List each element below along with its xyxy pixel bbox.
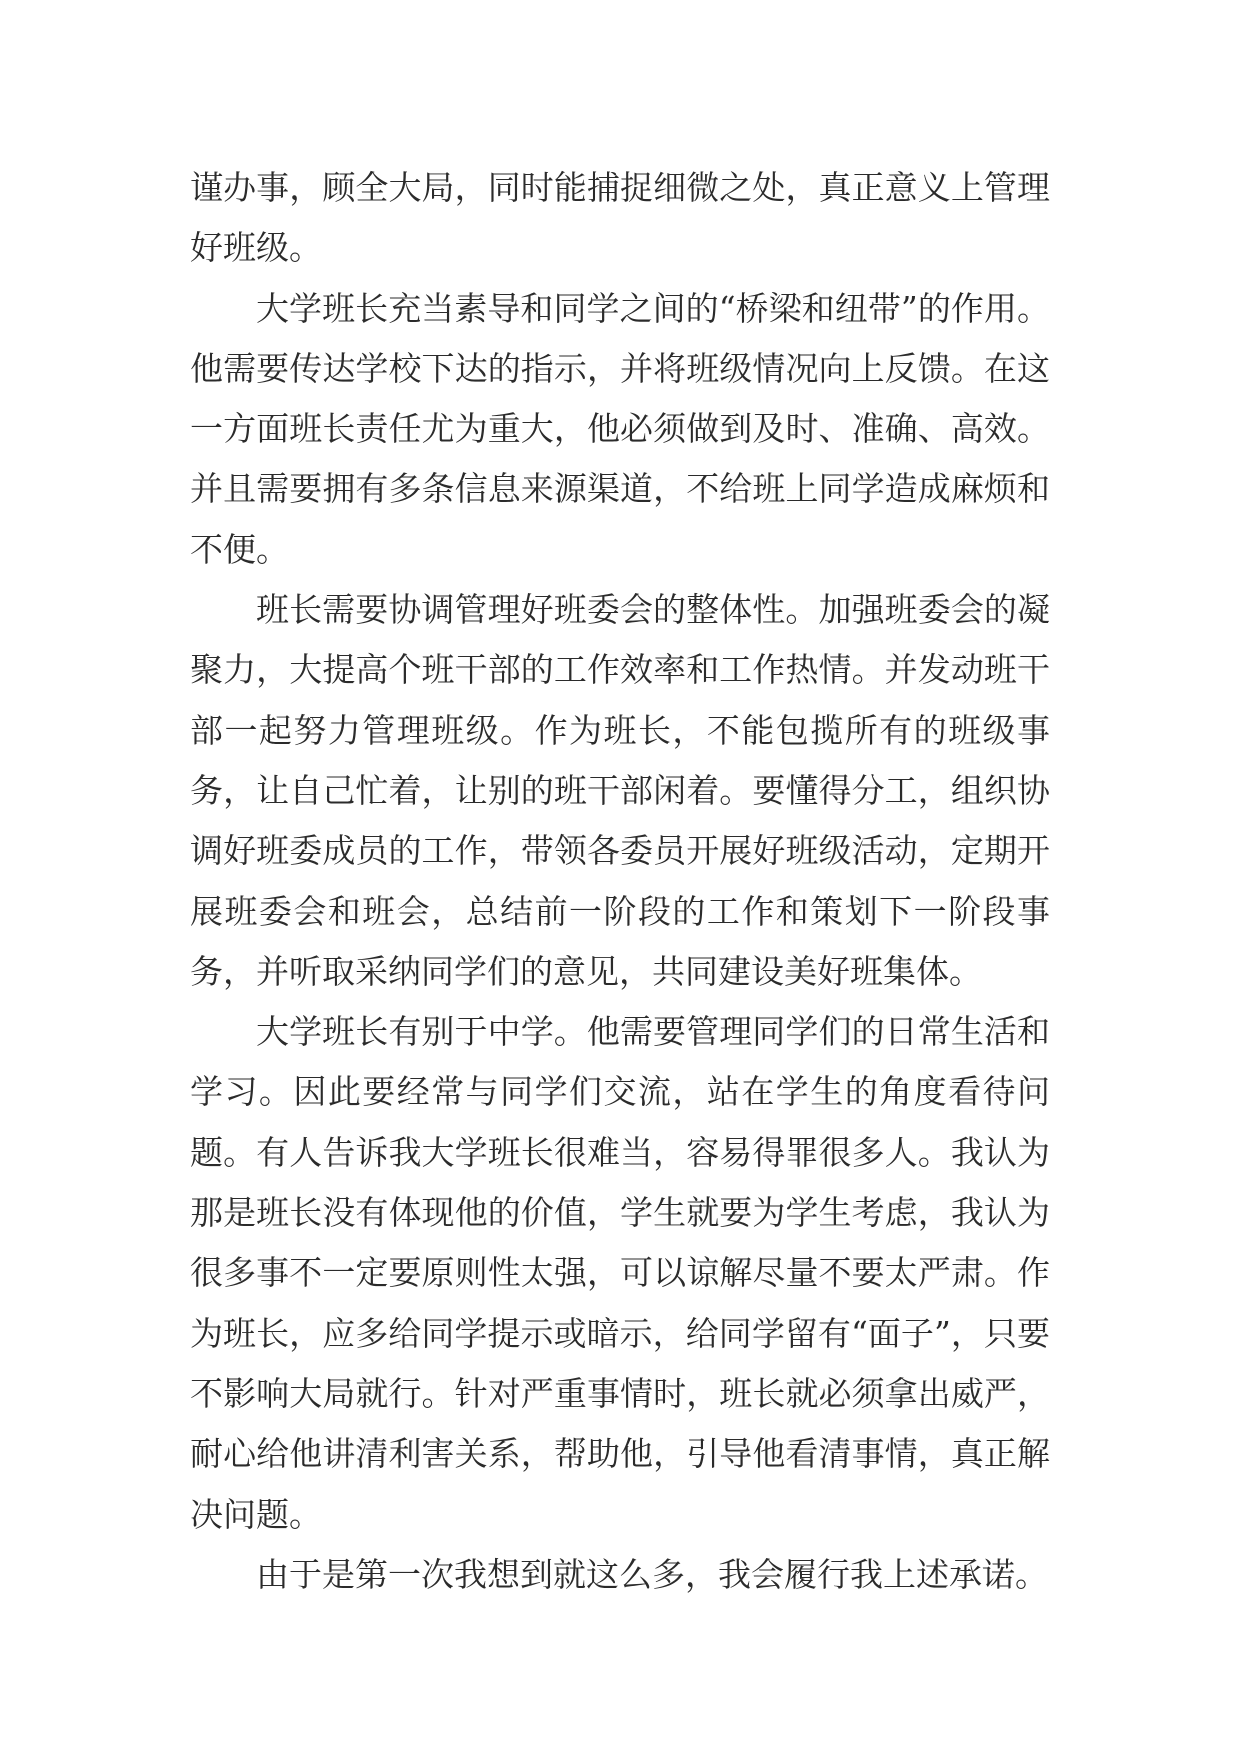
- paragraph-continuation: 谨办事，顾全大局，同时能捕捉细微之处，真正意义上管理好班级。: [190, 168, 1050, 268]
- paragraph-class-committee: 班长需要协调管理好班委会的整体性。加强班委会的凝聚力，大提高个班干部的工作效率和工作热情。并发动班干部一起努力管理班级。作为班长，不能包揽所有的班级事务，让自己忙着，让别的班干部闲着。要懂得分工，组织协调好班委成员的工作，带领各委员开展好班级活动，定期开展班委会和班会，总结前一阶段的工作和策划下一阶段事务，并听取采纳同学们的意见，共同建设美好班集体。: [190, 590, 1050, 991]
- paragraph-university-monitor: 大学班长有别于中学。他需要管理同学们的日常生活和学习。因此要经常与同学们交流，站在学生的角度看待问题。有人告诉我大学班长很难当，容易得罪很多人。我认为那是班长没有体现他的价值，学生就要为学生考虑，我认为很多事不一定要原则性太强，可以谅解尽量不要太严肃。作为班长，应多给同学提示或暗示，给同学留有“面子”，只要不影响大局就行。针对严重事情时，班长就必须拿出威严，耐心给他讲清利害关系，帮助他，引导他看清事情，真正解决问题。: [190, 1012, 1050, 1534]
- paragraph-bridge-role: 大学班长充当素导和同学之间的“桥梁和纽带”的作用。他需要传达学校下达的指示，并将班级情况向上反馈。在这一方面班长责任尤为重大，他必须做到及时、准确、高效。并且需要拥有多条信息来源渠道，不给班上同学造成麻烦和不便。: [190, 288, 1050, 569]
- paragraph-closing: 由于是第一次我想到就这么多，我会履行我上述承诺。: [256, 1554, 1048, 1594]
- document-body: [190, 158, 1050, 1605]
